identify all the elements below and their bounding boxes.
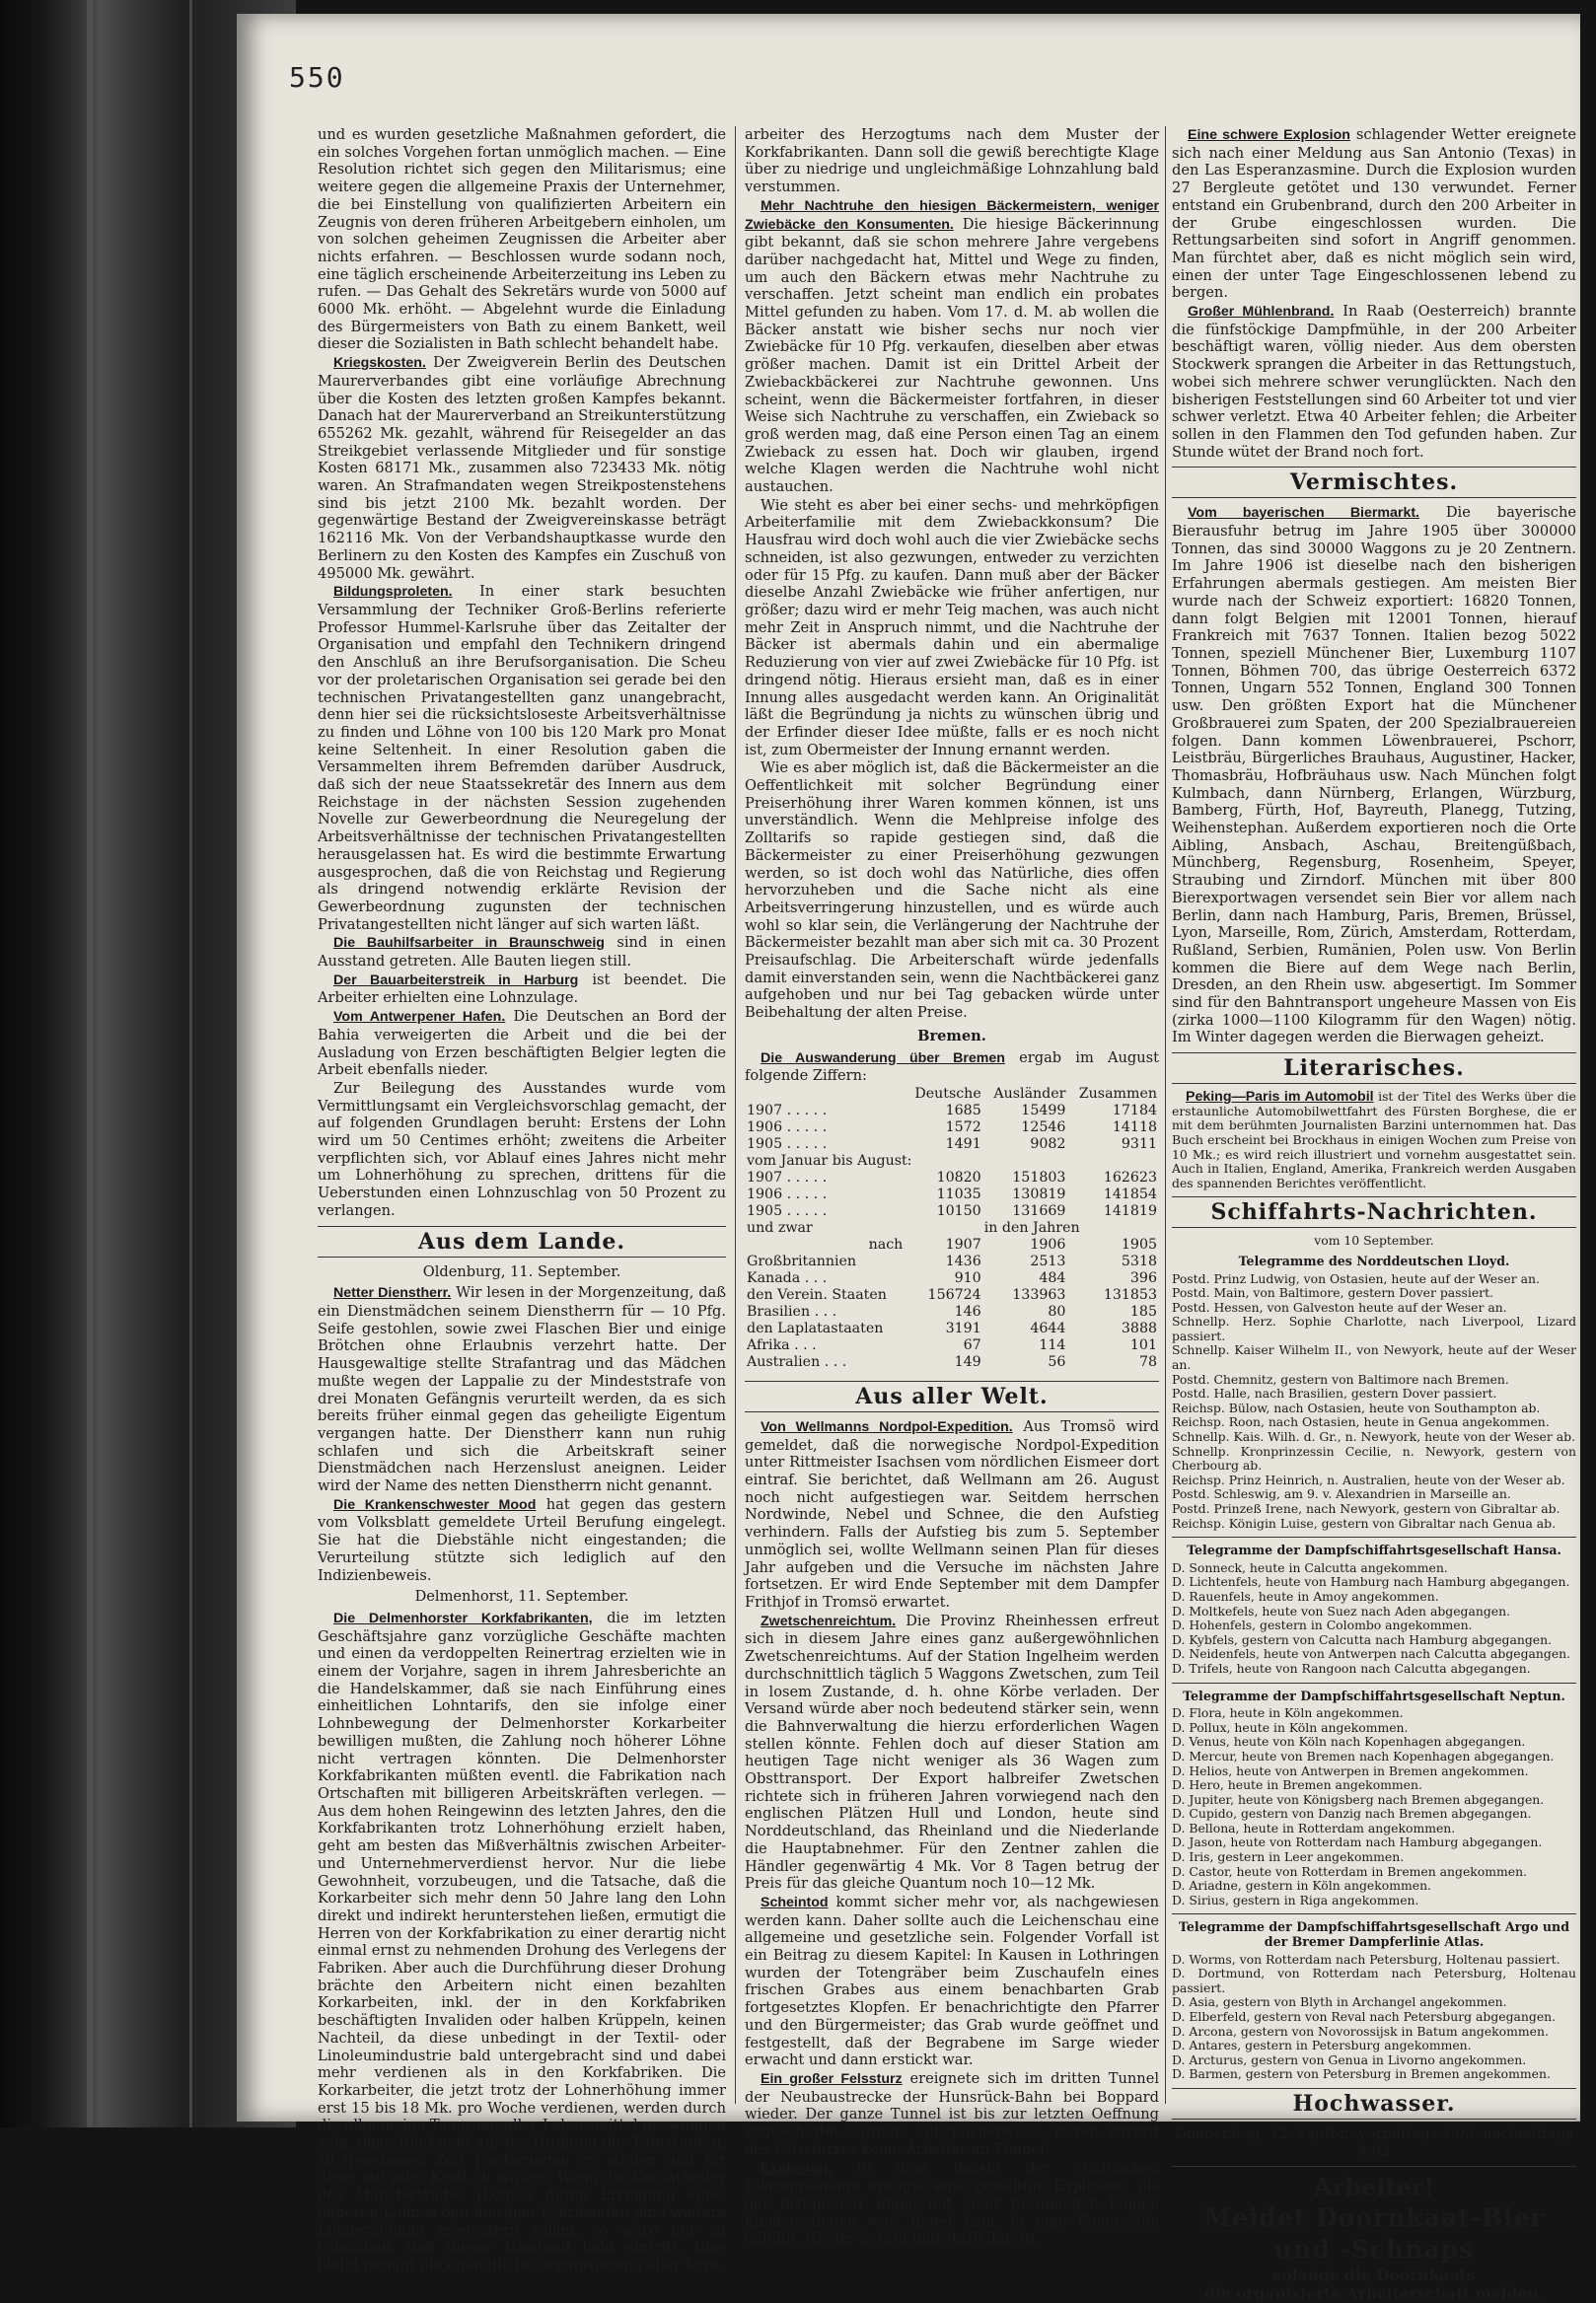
article-text: die im letzten Geschäftsjahre ganz vorzügliche Geschäfte machten und einen da verdoppelten Reinertrag erzielten wie in einem der Vorjahre, sagen in ihrem Jahresberichte an die Handelskammer, daß sie nach Einführung eines einheitlichen Lohntarifs, den sie infolge einer Lohnbewegung der Delmenhorster Korkarbeiter bewilligen mußten, die Zahlung noch höherer Löhne nicht vertragen könnten. Die Delmenhorster Korkfabrikanten müßten eventl. die Fabrikation nach Ortschaften mit billigeren Arbeitskräften verlegen. — Aus dem hohen Reingewinn des letzten Jahres, den die Korkfabrikanten trotz Lohnerhöhung erzielt haben, geht am besten das Mißverhältnis zwischen Arbeiter- und Unternehmerverdienst hervor. Nur die liebe Gewohnheit, vorzubeugen, und die Tatsache, daß die Korkarbeiter sich mehr denn 50 Jahre lang den Lohn direkt und indirekt herunterstehen ließen, ermutigt die Herren von der Korkfabrikation zu einer derartig nicht einmal ernst zu nehmenden Drohung des Verlegens der Fabriken. Aber auch die Durchführung dieser Drohung brächte den Arbeitern nicht einen bezahlten Korkarbeiten, inkl. der in den Korkfabriken beschäftigten Invaliden oder halben Krüppeln, keinen Nachteil, da diese unbedingt in der Textil- oder Linoleumindustrie bald untergebracht sind und dabei mehr verdienen als in den Korkfabriken. Die Korkarbeiter, die jetzt trotz der Lohnerhöhung immer erst 15 bis 18 Mk. pro Woche verdienen, werden durch die allgemeine Teuerung aller Lebensmittel gezwungen sein, ohne Rücksicht auf die Drohung der Fabrikanten, zu gegebenen Zeit Forderungen zu stellen und für diese mit aller Kraft zu wirken. Wenn die Korkarbeiter des Münsterlandes (Lohne) durch Erringung eines höheren Lohnes den hiesigen Fabrikanten eine weitere Lohnerhöhung erleichtern sollen, so wäre nur zu wünschen, daß dieser Umstand bald eintritt. Dies bleibt genügt die einheitliche Organisierung aller Kork- (318, 1609, 726, 2273)
article-paragraph (318, 934, 726, 970)
advertisement-headline: Meidet Doornkaat-Bier und -Schnaps (1203, 2203, 1545, 2265)
telegram-entry: Reichsp. Roon, nach Ostasien, heute in Genua angekommen. (1172, 1414, 1550, 1430)
article-lead: Vom Antwerpener Hafen. (333, 1009, 506, 1026)
article-paragraph (1172, 126, 1576, 302)
table-body (745, 1103, 1159, 1371)
advertisement-line: solange die Doornkaats (1272, 2266, 1476, 2285)
binding-highlight (189, 0, 192, 2127)
telegram-entry: D. Hohenfels, gestern in Colombo angekommen. (1172, 1618, 1473, 1633)
article-text: ist beendet. Die Arbeiter erhielten eine Lohnzulage. (318, 971, 726, 1007)
column-3 (1172, 126, 1577, 2303)
table-cell: 80 (1048, 1303, 1066, 1320)
telegram-entry: D. Trifels, heute von Rangoon nach Calcutta abgegangen. (1172, 1660, 1531, 1676)
telegram-entry: D. Antares, gestern in Petersburg angekommen. (1172, 2038, 1472, 2053)
telegram-entry: D. Flora, heute in Köln angekommen. (1172, 1705, 1404, 1721)
telegram-entry: D. Lichtenfels, heute von Hamburg nach Hamburg abgegangen. (1172, 1574, 1570, 1590)
table-row (745, 1287, 1159, 1304)
article-paragraph (1172, 303, 1576, 461)
telegram-heading-neptun: Telegramme der Dampfschiffahrtsgesellschaft Neptun. (1183, 1688, 1565, 1703)
telegram-entry: D. Ariadne, gestern in Köln angekommen. (1172, 1878, 1431, 1894)
article-text: In Raab (Oesterreich) brannte die fünfstöckige Dampfmühle, in der 200 Arbeiter beschäftigt waren, völlig nieder. Aus dem obersten Stockwerk sprangen die Arbeiter in das Rettungstuch, wobei sich mehrere schwer verunglückten. Nach den bisherigen Feststellungen sind 60 Arbeiter tot und vier schwer verletzt. Etwa 40 Arbeiter fehlen; die Arbeiter sollen in den Flammen den Tod gefunden haben. Zur Stunde wütet der Brand noch fort. (1172, 303, 1577, 461)
article-text: schlagender Wetter ereignete sich nach einer Meldung aus San Antonio (Texas) in den Las Esperanzasmine. Durch die Explosion wurden 27 Bergleute getötet und 130 verwundet. Ferner entstand ein Grubenbrand, durch den 200 Arbeiter in der Grube eingeschlossen wurden. Die Rettungsarbeiten sind sofort in Angriff genommen. Man fürchtet aber, daß es nicht möglich sein wird, einen der unter Tage Eingeschlossenen lebend zu bergen. (1172, 126, 1577, 302)
table-cell: 484 (1039, 1269, 1066, 1286)
telegram-entry: D. Moltkefels, heute von Suez nach Aden abgegangen. (1172, 1603, 1511, 1619)
section-title-hochwasser: Hochwasser. (1172, 2088, 1576, 2120)
table-cell: 14118 (1112, 1118, 1157, 1135)
article-paragraph (318, 972, 726, 1007)
article-paragraph (318, 1080, 726, 1220)
table-cell: 141854 (1103, 1186, 1157, 1202)
literary-notice (1172, 1090, 1576, 1190)
telegram-entry: D. Venus, heute von Köln nach Kopenhagen abgegangen. (1172, 1734, 1526, 1750)
table-row (745, 1354, 1159, 1371)
advertisement-title: Arbeiter! (1314, 2173, 1434, 2202)
telegram-entry: Reichsp. Bülow, nach Ostasien, heute von Southampton ab. (1172, 1400, 1541, 1415)
article-lead: Die Bauhilfsarbeiter in Braunschweig (333, 935, 605, 952)
bremen-intro-text: ergab im August folgende Ziffern: (745, 1048, 1160, 1085)
article-list (745, 1418, 1159, 2248)
table-cell: 151803 (1012, 1169, 1066, 1186)
article-paragraph (745, 759, 1159, 1022)
column-rule (1165, 126, 1166, 2104)
article-text: Aus Tromsö wird gemeldet, daß die norwegische Nordpol-Expedition unter Rittmeister Isachsen vom nördlichen Eismeer dort eintraf. Sie berichtet, daß Wellmann am 26. August noch nicht aufgestiegen war. Seitdem herrschen Nordwinde, Nebel und Schnee, die den Aufstieg verhindern. Falls der Aufstieg bis zum 5. September unmöglich sei, wollte Wellmann seinen Plan für dieses Jahr aufgeben und die Versuche im nächsten Jahre fortsetzen. Er wird Ende September mit dem Dampfer Frithjof in Tromsö erwartet. (745, 1417, 1159, 1611)
article-paragraph (745, 1418, 1159, 1612)
table-cell: 1572 (945, 1118, 981, 1135)
article-text: Wie steht es aber bei einer sechs- und mehrköpfigen Arbeiterfamilie mit dem Zwiebackkonsum? Die Hausfrau wird doch wohl auch die vier Zwiebäcke sechs schneiden, ist also gezwungen, entweder zu verzichten oder für 15 Pfg. zu kaufen. Dann muß aber der Bäcker dieselbe Anzahl Zwiebäcke wie früher anfertigen, nur größer; dazu wird er mehr Teig machen, was auch nicht mehr Zeit in Anspruch nimmt, und die Nachtruhe der Bäcker ist abermals dahin und ein abermalige Reduzierung von vier auf zwei Zwiebäcke für 10 Pfg. ist dringend nötig. Hieraus ersieht man, daß es in einer Innung alles ausgedacht werden kann. An Originalität läßt die Begründung ja nichts zu wünschen übrig und der Erfinder dieser Idee müßte, falls er es noch nicht ist, zum Obermeister der Innung ernannt werden. (745, 496, 1159, 758)
article-lead: Ein großer Felssturz (761, 2070, 903, 2087)
dateline-delmenhorst: Delmenhorst, 11. September. (414, 1588, 629, 1606)
article-text: kommt sicher mehr vor, als nachgewiesen werden kann. Daher sollte auch die Leichenschau eine allgemeine und gesetzliche sein. Folgender Vorfall ist ein Beitrag zu diesem Kapitel: In Kausen in Lothringen wurden der Totengräber beim Zuschaufeln eines frischen Grabes aus einem benachbarten Grab fortgesetztes Klopfen. Er benachrichtigte den Pfarrer und den Bürgermeister; das Grab wurde geöffnet und festgestellt, daß der Begrabene im Sarge wieder erwacht und dann erstickt war. (745, 1893, 1160, 2069)
table-row (745, 1136, 1159, 1153)
literary-paragraph (1172, 1090, 1576, 1190)
column-1 (318, 126, 727, 2273)
article-paragraph (318, 1008, 726, 1079)
table-cell: 1906 . . . . . (747, 1118, 828, 1135)
table-row (745, 1170, 1159, 1187)
table-cell: 1907 . . . . . (747, 1102, 828, 1118)
section-title-literarisches: Literarisches. (1172, 1052, 1576, 1084)
telegram-entry: Schnellp. Herz. Sophie Charlotte, nach Liverpool, Lizard passiert. (1172, 1314, 1576, 1343)
advertisement-line: die organisierte Arbeiterschaft meiden. (1204, 2284, 1544, 2303)
section-title-aus-aller-welt: Aus aller Welt. (745, 1381, 1159, 1412)
article-list (1172, 504, 1576, 1046)
telegram-entry: D. Helios, heute von Antwerpen in Bremen angekommen. (1172, 1763, 1529, 1778)
article-text: Die bayerische Bierausfuhr betrug im Jahre 1905 über 300000 Tonnen, das sind 30000 Waggons zu je 20 Zentnern. Im Jahre 1906 ist dieselbe nach den bisherigen Erfahrungen abermals gestiegen. Am meisten Bier wurde nach der Schweiz exportiert: 16820 Tonnen, dann folgt Belgien mit 12001 Tonnen, hierauf Frankreich mit 7637 Tonnen. Italien bezog 5022 Tonnen, speziell Münchener Bier, Luxemburg 1107 Tonnen, Böhmen 700, das übrige Oesterreich 6372 Tonnen, Ungarn 552 Tonnen, England 300 Tonnen usw. Den größten Export hat die Münchener Großbrauerei zum Spaten, der 200 Spezialbrauereien folgen. Dann kommen Löwenbrauerei, Pschorr, Leistbräu, Bürgerliches Brauhaus, Augustiner, Hacker, Thomasbräu, Hofbräuhaus usw. Nach München folgt Kulmbach, dann Nürnberg, Erlangen, Würzburg, Bamberg, Fürth, Hof, Bayreuth, Planegg, Tutzing, Weihenstephan. Außerdem exportieren noch die Orte Aibling, Ansbach, Aschau, Breitengüßbach, Münchberg, Regensburg, Rosenheim, Speyer, Straubing und Zirndorf. München mit über 800 Bierexportwagen versendet sein Bier vor allem nach Berlin, dann nach Hamburg, Paris, Bremen, Brüssel, Lyon, Marseille, Rom, Zürich, Amsterdam, Rotterdam, Rußland, Serbien, Rumänien, Polen usw. Von Berlin kommen die Biere auf dem Wege nach Berlin, Dresden, an den Rhein usw. abgesertigt. Im Sommer sind für den Bahntransport ungeheure Massen von Eis (zirka 1000—1100 Kilogramm für den Wagen) nötig. Im Winter dagegen werden die Bierwagen geheizt. (1172, 504, 1576, 1046)
table-cell: 131669 (1012, 1202, 1066, 1219)
article-paragraph (318, 1610, 726, 2274)
column-2 (745, 126, 1160, 2248)
table-cell: Brasilien . . . (747, 1303, 837, 1320)
article-lead: Eine schwere Explosion (1188, 127, 1350, 143)
table-subheading: in den Jahren (983, 1219, 1080, 1236)
article-paragraph (318, 126, 726, 353)
table-cell: 10820 (936, 1169, 981, 1186)
table-cell: 1685 (945, 1102, 981, 1118)
article-lead: Der Bauarbeiterstreik in Harburg (333, 972, 579, 988)
article-text: arbeiter des Herzogtums nach dem Muster der Korkfabrikanten. Dann soll die gewiß berechtigte Klage über zu niedrige und ungleichmäßige Lohnzahlung bald verstummen. (745, 126, 1159, 196)
table-cell: Großbritannien (747, 1253, 857, 1269)
shipping-telegrams (1172, 1255, 1576, 2082)
table-cell: 1491 (945, 1135, 981, 1152)
table-header-cell: Deutsche (914, 1085, 981, 1102)
table-year-cell: 1906 (1030, 1236, 1066, 1253)
telegram-entry: D. Jupiter, heute von Königsberg nach Bremen abgegangen. (1172, 1791, 1545, 1807)
article-lead: Vom bayerischen Biermarkt. (1188, 505, 1419, 522)
article-lead: Von Wellmanns Nordpol-Expedition. (761, 1418, 1013, 1435)
table-row (745, 1304, 1159, 1321)
telegram-heading-argo: Telegramme der Dampfschiffahrtsgesellschaft Argo und der Bremer Dampferlinie Atlas. (1178, 1919, 1570, 1950)
section-title-schiffahrt: Schiffahrts-Nachrichten. (1172, 1196, 1576, 1228)
table-subheading: und zwar (747, 1219, 813, 1236)
table-year-cell: 1907 (945, 1236, 981, 1253)
article-list (318, 1284, 726, 1584)
telegram-entry: D. Cupido, gestern von Danzig nach Bremen abgegangen. (1172, 1806, 1532, 1822)
column-rule (735, 126, 736, 2104)
table-cell: 5318 (1121, 1253, 1157, 1269)
table-row (745, 1203, 1159, 1220)
telegram-entry: D. Jason, heute von Rotterdam nach Hamburg abgegangen. (1172, 1835, 1543, 1850)
telegram-entry: Schnellp. Kaiser Wilhelm II., von Newyork, heute auf der Weser an. (1172, 1342, 1576, 1373)
table-cell: 9082 (1030, 1135, 1066, 1152)
table-cell: 15499 (1021, 1102, 1066, 1118)
table-cell: 141819 (1103, 1202, 1157, 1219)
telegram-entry: D. Castor, heute von Rotterdam in Bremen angekommen. (1172, 1863, 1527, 1879)
divider (1172, 1683, 1576, 1684)
table-cell: 12546 (1021, 1118, 1066, 1135)
table-cell: 162623 (1103, 1169, 1157, 1186)
table-cell: Australien . . . (747, 1353, 847, 1370)
high-water-times: Donnerstag, 12. Septbr.: vormittags 4.03, nachmittags 4.02 (1175, 2124, 1573, 2160)
table-cell: 11035 (936, 1186, 981, 1202)
table-cell: den Verein. Staaten (747, 1286, 887, 1303)
section-title-vermischtes: Vermischtes. (1172, 467, 1576, 498)
table-cell: 910 (954, 1269, 981, 1286)
telegram-list (1172, 1706, 1576, 1907)
article-text: Die hiesige Bäckerinnung gibt bekannt, daß sie schon mehrere Jahre vergebens darüber nachgedacht hat, Mittel und Wege zu finden, um auch den Bäckern etwas mehr Nachtruhe zu verschaffen. Jetzt scheint man endlich ein probates Mittel gefunden zu haben. Vom 17. d. M. ab wollen die Bäcker anstatt wie bisher sechs nur noch vier Zwiebäcke für 10 Pfg. verkaufen, dieselben aber etwas größer machen. Damit ist ein Drittel Arbeit der Zwiebackbäckerei zur Nachtruhe gewonnen. Uns scheint, wenn die Bäckermeister fortfahren, in dieser Weise sich Nachtruhe zu verschaffen, ein Zwieback so groß werden mag, daß eine Person einen Tag an einem Zwieback zu essen hat. Doch wir glauben, irgend welche Klagen werden die Nachtruhe wohl nicht austauchen. (745, 215, 1159, 496)
table-cell: den Laplatastaaten (747, 1320, 884, 1336)
table-subheading: vom Januar bis August: (747, 1152, 912, 1169)
divider (1172, 1913, 1576, 1914)
telegram-heading-lloyd: Telegramme des Norddeutschen Lloyd. (1238, 1253, 1510, 1268)
article-paragraph (745, 1613, 1159, 1893)
table-cell: 3191 (945, 1320, 981, 1336)
table-year-cell: nach (868, 1236, 904, 1253)
table-row (745, 1337, 1159, 1354)
table-header-cell: Ausländer (993, 1085, 1066, 1102)
table-cell: 1436 (945, 1253, 981, 1269)
telegram-entry: D. Neidenfels, heute von Antwerpen nach Calcutta abgegangen. (1172, 1646, 1571, 1662)
article-paragraph (318, 1284, 726, 1494)
article-lead: Netter Dienstherr. (333, 1285, 452, 1302)
telegram-entry: Schnellp. Kais. Wilh. d. Gr., n. Newyork, heute von der Weser ab. (1172, 1429, 1576, 1445)
article-text: Wir lesen in der Morgenzeitung, daß ein Dienstmädchen seinem Dienstherrn für — 10 Pfg. Seife gestohlen, sowie zwei Flaschen Bier und einige Brötchen ohne Erlaubnis verzehrt hatte. Der Hausgewaltige stellte Strafantrag und das Mädchen mußte wegen der Lappalie zu der Mindeststrafe von drei Monaten Gefängnis verurteilt werden, da es sich bereits früher einmal gegen das geheiligte Eigentum vergangen hatte. Der Dienstherr kann nun ruhig schlafen und sich die Arbeitskraft seiner Dienstmädchen nach Herzenslust aneignen. Leider wird der Name des netten Dienstherrn nicht genannt. (318, 1284, 726, 1495)
article-paragraph (745, 197, 1159, 496)
article-lead: Großer Mühlenbrand. (1188, 304, 1335, 321)
table-row (745, 1237, 1159, 1254)
section-title-aus-dem-lande: Aus dem Lande. (318, 1226, 726, 1258)
telegram-entry: Reichsp. Königin Luise, gestern von Gibraltar nach Genua ab. (1172, 1515, 1557, 1531)
emigration-table (745, 1086, 1159, 1371)
article-paragraph (745, 2160, 1159, 2249)
telegram-entry: D. Arcona, gestern von Novorossijsk in Batum angekommen. (1172, 2023, 1549, 2039)
article-lead: Scheintod (761, 1894, 829, 1910)
table-cell: 67 (963, 1336, 981, 1353)
article-text: ereignete sich im dritten Tunnel der Neubaustrecke der Hunsrück-Bahn bei Boppard wieder. Der ganze Tunnel ist bis zur letzten Oeffnung zugeschüttet worden. Glücklicherweise waren zurzeit des Felssturzes keine Arbeiter im Tunnel. (745, 2069, 1160, 2158)
article-text: hat gegen das gestern vom Volksblatt gemeldete Urteil Berufung eingelegt. Sie hat die Diebstähle nicht eingestanden; die Verurteilung stützte sich lediglich auf den Indizienbeweis. (318, 1495, 727, 1584)
telegram-entry: D. Hero, heute in Bremen angekommen. (1172, 1777, 1422, 1793)
divider (1172, 1537, 1576, 1538)
telegram-entry: Postd. Prinzeß Irene, nach Newyork, gestern von Gibraltar ab. (1172, 1501, 1560, 1516)
table-cell: 2513 (1030, 1253, 1066, 1269)
article-paragraph (745, 2070, 1159, 2159)
telegram-heading-hansa: Telegramme der Dampfschiffahrtsgesellschaft Hansa. (1187, 1543, 1561, 1558)
telegram-entry: Postd. Chemnitz, gestern von Baltimore nach Bremen. (1172, 1371, 1509, 1387)
table-cell: 101 (1129, 1336, 1157, 1353)
table-cell: 56 (1048, 1353, 1066, 1370)
telegram-entry: D. Pollux, heute in Köln angekommen. (1172, 1719, 1409, 1735)
article-paragraph (318, 583, 726, 933)
article-text: Die Provinz Rheinhessen erfreut sich in diesem Jahre eines ganz außergewöhnlichen Zwetschenreichtums. Auf der Station Ingelheim werden durchschnittlich täglich 5 Waggons Zwetschen, zum Teil in losem Zustande, d. h. ohne Körbe verladen. Der Versand würde aber noch bedeutend stärker sein, wenn die Bahnverwaltung die hierzu erforderlichen Wagen stellen könnte. Fehlen doch auf dieser Station am heutigen Tage nicht weniger als 36 Wagen zum Obsttransport. Der Export halbreifer Zwetschen richtete sich in früheren Jahren vorwiegend nach den englischen Plätzen Hull und London, heute sind Norddeutschland, das Rheinland und die Niederlande die Hauptabnehmer. Für den Zentner zahlen die Händler gegenwärtig 4 Mk. Vor 8 Tagen betrug der Preis für das gleiche Quantum noch 10—12 Mk. (745, 1612, 1159, 1893)
bremen-intro (745, 1049, 1159, 1085)
dateline-oldenburg: Oldenburg, 11. September. (422, 1262, 621, 1280)
article-text: Zur Beilegung des Ausstandes wurde vom Vermittlungsamt ein Vergleichsvorschlag gemacht, der auf folgenden Grundlagen beruht: Erstens der Lohn wird um 50 Centimes erhöht; zweitens die Arbeiter verpflichten sich, vor Ablauf eines Jahres nicht mehr um Lohnerhöhung zu sprechen, drittens für die Ueberstunden einen Lohnzuschlag von 50 Prozent zu verlangen. (318, 1079, 726, 1219)
table-row (745, 1321, 1159, 1337)
article-lead: Die Krankenschwester Mood (333, 1496, 537, 1513)
article-lead: Explosion. (761, 2160, 832, 2177)
telegram-entry: D. Bellona, heute in Rotterdam angekommen. (1172, 1820, 1456, 1835)
article-text: Der Zweigverein Berlin des Deutschen Maurerverbandes gibt eine vorläufige Abrechnung über die Kosten des letzten großen Kampfes bekannt. Danach hat der Maurerverband an Streikunterstützung 655262 Mk. gezahlt, während für Reisegelder an das Streikgebiet verlassende Mitglieder und für sonstige Kosten 68171 Mk., zusammen also 723433 Mk. nötig waren. An Strafmandaten wegen Streikpostenstehens sind bis jetzt 2100 Mk. bezahlt worden. Der gegenwärtige Bestand der Zweigvereinskasse beträgt 162116 Mk. Von der Verbandshauptkasse wurde den Berlinern zu den Kosten des Kampfes ein Zuschuß von 495000 Mk. gewährt. (318, 354, 726, 582)
article-lead: Mehr Nachtruhe den hiesigen Bäckermeistern, weniger Zwiebäcke den Konsumenten. (745, 197, 1159, 233)
telegram-entry: D. Mercur, heute von Bremen nach Kopenhagen abgegangen. (1172, 1748, 1555, 1763)
telegram-entry: D. Sirius, gestern in Riga angekommen. (1172, 1892, 1419, 1907)
article-text: Die Deutschen an Bord der Bahia verweigerten die Arbeit und die bei der Ausladung von Erzen beschäftigten Belgier legten die Arbeit ebenfalls nieder. (318, 1008, 727, 1079)
telegram-entry: Schnellp. Kronprinzessin Cecilie, n. Newyork, gestern von Cherbourg ab. (1172, 1443, 1576, 1474)
table-cell: 1905 . . . . . (747, 1202, 828, 1219)
table-cell: 78 (1138, 1353, 1157, 1370)
telegram-entry: D. Barmen, gestern von Petersburg in Bremen angekommen. (1172, 2066, 1551, 2082)
article-text: sind in einen Ausstand getreten. Alle Bauten liegen still. (318, 934, 726, 971)
table-cell: 4644 (1030, 1320, 1066, 1336)
table-cell: 149 (954, 1353, 981, 1370)
table-row (745, 1103, 1159, 1119)
article-list (318, 1610, 726, 2274)
table-cell: 185 (1129, 1303, 1157, 1320)
table-header-cell: Zusammen (1078, 1085, 1157, 1102)
article-list (745, 126, 1159, 1022)
table-cell: 133963 (1012, 1286, 1066, 1303)
table-cell: Afrika . . . (747, 1336, 817, 1353)
table-cell: 131853 (1103, 1286, 1157, 1303)
telegram-list (1172, 1953, 1576, 2082)
telegram-entry: Postd. Main, von Baltimore, gestern Dover passiert. (1172, 1285, 1493, 1301)
telegram-entry: Postd. Prinz Ludwig, von Ostasien, heute auf der Weser an. (1172, 1270, 1540, 1286)
telegram-entry: D. Worms, von Rotterdam nach Petersburg, Holtenau passiert. (1172, 1951, 1560, 1967)
table-header-row (745, 1086, 1159, 1103)
article-text: Wie es aber möglich ist, daß die Bäckermeister an die Oeffentlichkeit mit solcher Begründung einer Preiserhöhung ihrer Waren kommen können, ist uns unverständlich. Wenn die Mehlpreise infolge des Zolltarifs so rapide gestiegen sind, daß die Bäckermeister zu einer Preiserhöhung gezwungen werden, so ist doch wohl das Natürliche, dies offen hervorzuheben und die Sache nicht als eine Arbeitsverringerung hinzustellen, und es würde auch wohl so klar sein, die Verlängerung der Nachtruhe der Bäckermeister bezahlt man aber sich mit ca. 30 Prozent Preisaufschlag. Die Arbeiterschaft würde jedenfalls damit einverstanden sein, wenn die Nachtbäckerei ganz aufgehoben und nur bei Tag gebacken würde unter Beibehaltung der alten Preise. (745, 759, 1159, 1022)
bremen-heading: Bremen. (917, 1027, 986, 1044)
telegram-entry: D. Dortmund, von Rotterdam nach Petersburg, Holtenau passiert. (1172, 1966, 1576, 1995)
telegram-entry: D. Elberfeld, gestern von Reval nach Petersburg abgegangen. (1172, 2009, 1557, 2024)
telegram-list (1172, 1561, 1576, 1677)
table-cell: 3888 (1121, 1320, 1157, 1336)
table-cell: 17184 (1112, 1102, 1157, 1118)
article-text: und es wurden gesetzliche Maßnahmen gefordert, die ein solches Vorgehen fortan unmöglich machen. — Eine Resolution richtet sich gegen den Militarismus; eine weitere gegen die allgemeine Praxis der Unternehmer, die bei Einstellung von qualifizierten Arbeitern ein Zeugnis von deren früheren Arbeitgebern einholen, um von solchen geheimen Zeugnissen die Arbeiter aber nichts erfahren. — Beschlossen wurde sodann noch, eine täglich erscheinende Arbeiterzeitung ins Leben zu rufen. — Das Gehalt des Sekretärs wurde von 5000 auf 6000 Mk. erhöht. — Abgelehnt wurde die Einladung des Bürgermeisters von Bath zu einem Bankett, weil dieser die Sozialisten in Bath schlecht behandelt habe. (318, 126, 726, 353)
table-year-cell: 1905 (1121, 1236, 1157, 1253)
article-paragraph (745, 126, 1159, 196)
telegram-entry: D. Sonneck, heute in Calcutta angekommen. (1172, 1559, 1448, 1575)
table-cell: Kanada . . . (747, 1269, 828, 1286)
telegram-entry: D. Iris, gestern in Leer angekommen. (1172, 1849, 1405, 1865)
divider (1172, 2166, 1576, 2167)
article-paragraph (318, 1496, 726, 1585)
table-cell: 10150 (936, 1202, 981, 1219)
telegram-entry: D. Asia, gestern von Blyth in Archangel angekommen. (1172, 1994, 1507, 2010)
table-cell: 146 (954, 1303, 981, 1320)
table-cell: 9311 (1121, 1135, 1157, 1152)
article-list (1172, 126, 1576, 461)
table-row (745, 1119, 1159, 1136)
table-cell: 1905 . . . . . (747, 1135, 828, 1152)
article-text: In einer stark besuchten Versammlung der Techniker Groß-Berlins referierte Professor Hummel-Karlsruhe über das Zeitalter der Organisation und empfahl den Technikern dringend den Anschluß an ihre Berufsorganisation. Die Scheu vor der proletarischen Organisation sei gerade bei den technischen Privatangestellten ganz unangebracht, denn hier sei die rücksichtsloseste Arbeitsverhältnisse zu finden und Löhne von 100 bis 120 Mark pro Monat keine Seltenheit. In einer Resolution gaben die Versammelten ihrem Befremden darüber Ausdruck, daß sich der neue Staatssekretär des Innern aus dem Reichstage in der nächsten Session zugehenden Novelle zur Gewerbeordnung die Neuregelung der Arbeitsverhältnisse der technischen Privatangestellten herausgelassen hat. Es wird die bestimmte Erwartung ausgesprochen, daß die von Reichstag und Regierung als dringend notwendig erklärte Revision der Gewerbeordnung zugunsten der technischen Privatangestellten nicht länger auf sich warten läßt. (318, 583, 726, 933)
table-cell: 396 (1129, 1269, 1157, 1286)
article-lead: Bildungsproleten. (333, 584, 453, 601)
table-header-cell (745, 1086, 905, 1103)
telegram-entry: D. Kybfels, gestern von Calcutta nach Hamburg abgegangen. (1172, 1631, 1553, 1647)
article-text: In dem Bassin der städtischen Klärungsanlage erfolgte eine gewaltige Explosion, als der Installateur Engel mit einer brennenden Lampe hinabgestiegen war. Engel kam, in eine Feuersäule gehüllt, wieder herauf und starb darauf. (745, 2159, 1159, 2248)
telegram-entry: Postd. Schleswig, am 9. v. Alexandrien in Marseille an. (1172, 1486, 1511, 1502)
literary-text: ist der Titel des Werks über die erstaunliche Automobilwettfahrt des Fürsten Borghese, die er mit dem berühmten Journalisten Barzini unternommen hat. Das Buch erscheint bei Brockhaus in einigen Wochen zum Preise von 10 Mk.; es wird reich illustriert und vornehm ausgestattet sein. Auch in Italien, England, Amerika, Frankreich werden Ausgaben des spannenden Berichtes veröffentlicht. (1172, 1089, 1576, 1190)
table-cell: 156724 (927, 1286, 981, 1303)
literary-lead: Peking—Paris im Automobil (1186, 1089, 1374, 1106)
table-cell: 1907 . . . . . (747, 1169, 828, 1186)
table-subheading-row (745, 1220, 1159, 1237)
table-row (745, 1187, 1159, 1203)
article-lead: Zwetschenreichtum. (761, 1613, 897, 1629)
table-subheading-row (745, 1153, 1159, 1170)
telegram-entry: Postd. Hessen, von Galveston heute auf der Weser an. (1172, 1299, 1507, 1315)
table-row (745, 1270, 1159, 1287)
bremen-intro-lead: Die Auswanderung über Bremen (761, 1049, 1005, 1066)
telegram-list (1172, 1272, 1576, 1532)
page-number: 550 (289, 61, 345, 94)
table-cell: 1906 . . . . . (747, 1186, 828, 1202)
telegram-entry: Reichsp. Prinz Heinrich, n. Australien, heute von der Weser ab. (1172, 1472, 1565, 1487)
table-cell: 114 (1039, 1336, 1066, 1353)
article-paragraph (745, 497, 1159, 759)
telegram-entry: Postd. Halle, nach Brasilien, gestern Dover passiert. (1172, 1386, 1497, 1402)
article-list (318, 126, 726, 1220)
table-row (745, 1254, 1159, 1270)
article-paragraph (1172, 504, 1576, 1046)
binding-highlight (87, 0, 93, 2127)
telegram-entry: D. Rauenfels, heute in Amoy angekommen. (1172, 1588, 1439, 1604)
telegram-entry: D. Arcturus, gestern von Genua in Livorno angekommen. (1172, 2051, 1527, 2067)
article-paragraph (318, 354, 726, 582)
article-lead: Kriegskosten. (333, 355, 426, 372)
article-paragraph (745, 1894, 1159, 2069)
shipping-date: vom 10 September. (1314, 1233, 1434, 1249)
table-cell: 130819 (1012, 1186, 1066, 1202)
article-lead: Die Delmenhorster Korkfabrikanten, (333, 1610, 593, 1626)
